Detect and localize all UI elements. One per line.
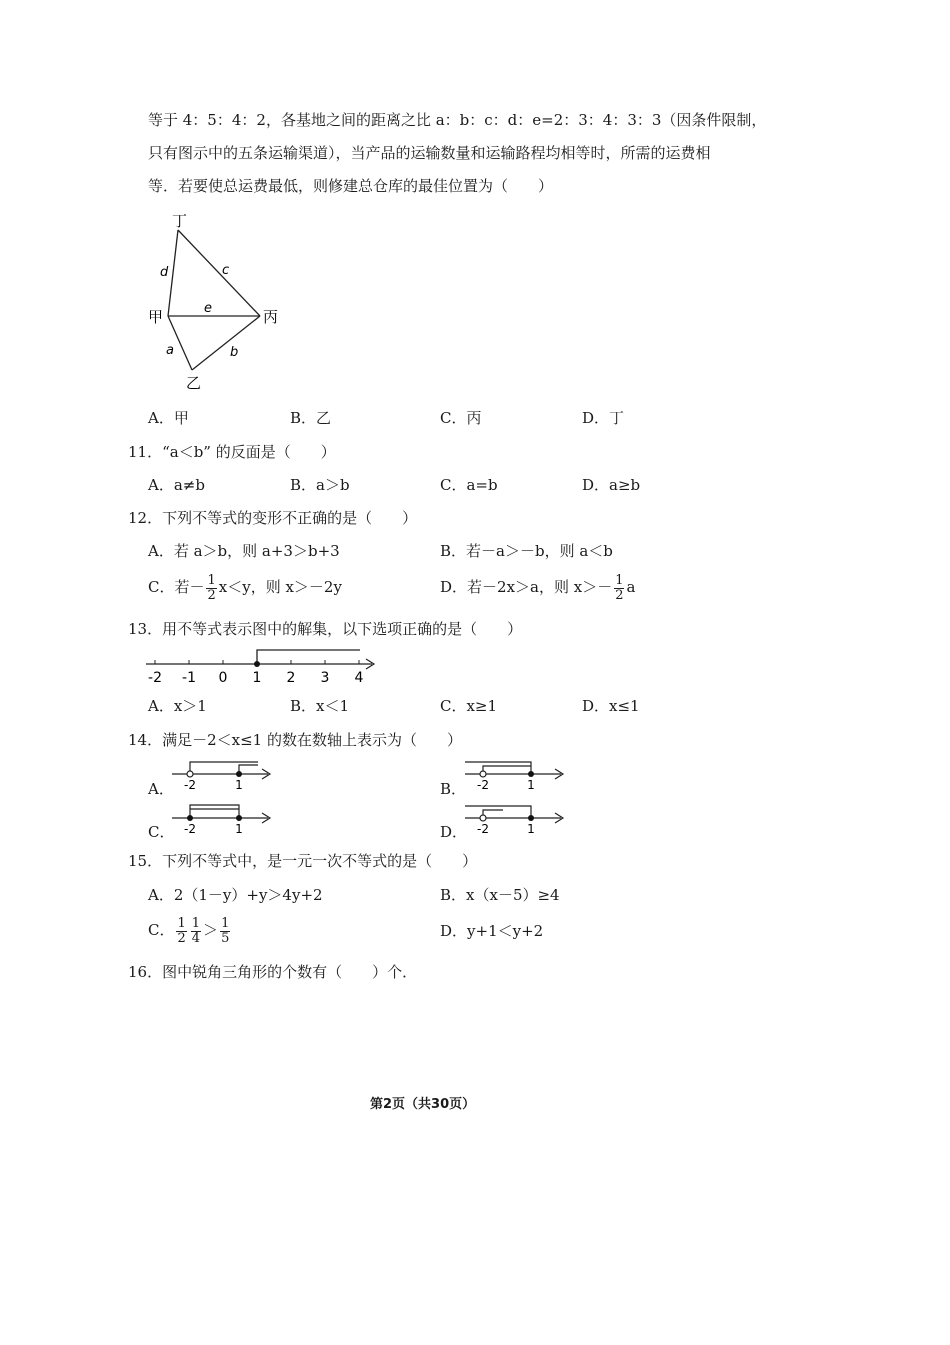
q10-line-3: 等．若要使总运费最低，则修建总仓库的最佳位置为（ ） bbox=[148, 177, 554, 195]
q10-option-a: A．甲 bbox=[148, 409, 189, 427]
q13-stem: 13．用不等式表示图中的解集，以下选项正确的是（ ） bbox=[128, 620, 523, 638]
q15-option-b: B．x（x－5）≥4 bbox=[440, 886, 560, 904]
fraction: $\frac{1}{2}$ bbox=[207, 572, 216, 603]
q13-option-d: D．x≤1 bbox=[582, 697, 640, 715]
q14-option-c-label: C． bbox=[148, 823, 175, 841]
q10-option-b: B．乙 bbox=[290, 409, 332, 427]
edge-d bbox=[168, 230, 178, 316]
q12-option-b: B．若－a＞－b，则 a＜b bbox=[440, 542, 613, 560]
q14-option-a-label: A． bbox=[148, 780, 174, 798]
q10-line-2: 只有图示中的五条运输渠道），当产品的运输数量和运输路程均相等时，所需的运费相 bbox=[148, 144, 711, 162]
q13-number-line bbox=[140, 644, 390, 688]
q10-option-c: C．丙 bbox=[440, 409, 482, 427]
tick-label: 2 bbox=[286, 670, 296, 686]
q11-option-d: D．a≥b bbox=[582, 476, 641, 494]
svg-text:1: 1 bbox=[235, 822, 243, 836]
tick-label: 0 bbox=[218, 670, 228, 686]
q16-stem: 16．图中锐角三角形的个数有（ ）个． bbox=[128, 963, 418, 981]
q11-option-a: A．a≠b bbox=[148, 476, 205, 494]
q10-line-1: 等于 4：5：4：2，各基地之间的距离之比 a：b：c：d：e=2：3：4：3：3（因条件限制， bbox=[148, 111, 767, 129]
vertex-bottom-label: 乙 bbox=[186, 374, 202, 392]
q14-option-a-number-line bbox=[170, 756, 280, 796]
fraction: $\frac{1}{2}$ bbox=[177, 915, 186, 946]
svg-text:-2: -2 bbox=[184, 778, 196, 792]
tick-label: -2 bbox=[148, 670, 162, 686]
q11-stem: 11．“a＜b” 的反面是（ ） bbox=[128, 443, 336, 461]
q11-option-b: B．a＞b bbox=[290, 476, 350, 494]
vertex-top-label: 丁 bbox=[172, 212, 188, 230]
q15-option-a: A．2（1－y）+y＞4y+2 bbox=[148, 886, 323, 904]
svg-text:-2: -2 bbox=[184, 822, 196, 836]
fraction: $\frac{1}{4}$ bbox=[191, 915, 201, 946]
edge-c bbox=[178, 230, 260, 316]
fraction: $\frac{1}{5}$ bbox=[221, 915, 230, 946]
edge-c-label: c bbox=[222, 263, 230, 278]
svg-text:1: 1 bbox=[527, 822, 535, 836]
closed-dot bbox=[254, 661, 260, 667]
svg-text:-2: -2 bbox=[477, 822, 489, 836]
q11-option-c: C．a=b bbox=[440, 476, 498, 494]
q14-stem: 14．满足－2＜x≤1 的数在数轴上表示为（ ） bbox=[128, 731, 462, 749]
q15-stem: 15．下列不等式中，是一元一次不等式的是（ ） bbox=[128, 852, 478, 870]
tick-label: 4 bbox=[354, 670, 364, 686]
edge-e-label: e bbox=[204, 301, 212, 316]
edge-d-label: d bbox=[160, 265, 169, 280]
edge-a-label: a bbox=[166, 343, 174, 358]
svg-text:-2: -2 bbox=[477, 778, 489, 792]
q13-option-c: C．x≥1 bbox=[440, 697, 498, 715]
page-footer: 第2页（共30页） bbox=[370, 1097, 476, 1112]
vertex-right-label: 丙 bbox=[263, 308, 279, 326]
q10-option-d: D．丁 bbox=[582, 409, 625, 427]
q12-option-c: C．若－ $\frac{1}{2}$ x＜y，则 x＞－2y bbox=[148, 572, 342, 603]
vertex-left-label: 甲 bbox=[148, 308, 164, 326]
edge-b-label: b bbox=[230, 345, 239, 360]
q12-stem: 12．下列不等式的变形不正确的是（ ） bbox=[128, 509, 418, 527]
q13-option-b: B．x＜1 bbox=[290, 697, 350, 715]
q14-option-c-number-line bbox=[170, 800, 280, 840]
q15-option-d: D．y+1＜y+2 bbox=[440, 922, 544, 940]
q14-option-d-label: D． bbox=[440, 823, 468, 841]
q14-option-b-label: B． bbox=[440, 780, 467, 798]
q12-option-a: A．若 a＞b，则 a+3＞b+3 bbox=[148, 542, 340, 560]
edge-b bbox=[192, 316, 260, 370]
tick-label: 1 bbox=[252, 670, 262, 686]
svg-text:1: 1 bbox=[235, 778, 243, 792]
q14-option-b-number-line bbox=[463, 756, 573, 796]
q14-option-d-number-line bbox=[463, 800, 573, 840]
q13-option-a: A．x＞1 bbox=[148, 697, 207, 715]
solution-ray bbox=[257, 650, 360, 664]
q15-option-c: C． $\frac{1}{2}$ $\frac{1}{4}$ ＞ $\frac{1}{5}$ bbox=[148, 915, 230, 946]
q12-option-d: D．若－2x＞a，则 x＞－ $\frac{1}{2}$ a bbox=[440, 572, 636, 603]
tick-label: 3 bbox=[320, 670, 330, 686]
q10-quadrilateral-figure bbox=[140, 208, 300, 398]
svg-text:1: 1 bbox=[527, 778, 535, 792]
fraction: $\frac{1}{2}$ bbox=[615, 572, 624, 603]
tick-label: -1 bbox=[182, 670, 196, 686]
